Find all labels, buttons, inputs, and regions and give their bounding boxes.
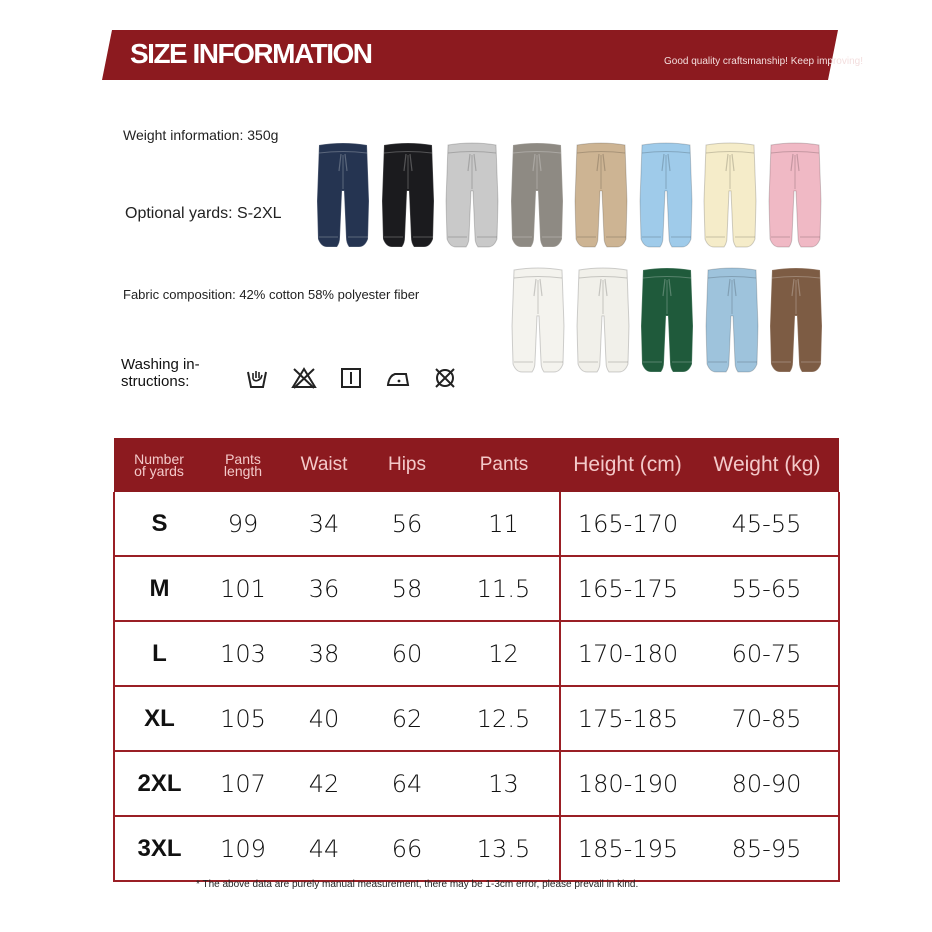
pants-swatch bbox=[511, 266, 565, 376]
header-pants-length bbox=[204, 438, 282, 492]
pants-swatch bbox=[574, 141, 628, 251]
table-cell: 165-175 bbox=[560, 556, 695, 621]
table-row bbox=[114, 556, 839, 621]
table-cell: 12 bbox=[448, 621, 560, 686]
table-cell: 38 bbox=[282, 621, 366, 686]
table-cell: 56 bbox=[366, 492, 448, 556]
no-dry-clean-icon bbox=[432, 366, 458, 390]
table-row bbox=[114, 686, 839, 751]
table-cell: 170-180 bbox=[560, 621, 695, 686]
washing-label-line1: Washing in- bbox=[121, 356, 200, 373]
yards-info: Optional yards: S-2XL bbox=[125, 205, 282, 222]
fabric-info: Fabric composition: 42% cotton 58% polyester fiber bbox=[123, 287, 420, 302]
table-cell: 60 bbox=[366, 621, 448, 686]
weight-info: Weight information: 350g bbox=[123, 127, 279, 143]
header-height: Height (cm) bbox=[560, 438, 695, 492]
table-cell: 44 bbox=[282, 816, 366, 881]
table-row bbox=[114, 492, 839, 556]
table-cell: 13 bbox=[448, 751, 560, 816]
iron-icon bbox=[385, 366, 411, 390]
table-cell: 58 bbox=[366, 556, 448, 621]
table-row bbox=[114, 621, 839, 686]
table-cell: 180-190 bbox=[560, 751, 695, 816]
table-cell: 101 bbox=[204, 556, 282, 621]
pants-swatch bbox=[705, 266, 759, 376]
size-label-cell: 3XL bbox=[114, 816, 204, 881]
table-cell: 34 bbox=[282, 492, 366, 556]
table-cell: 175-185 bbox=[560, 686, 695, 751]
table-row bbox=[114, 751, 839, 816]
washing-label-line2: structions: bbox=[121, 373, 190, 390]
size-label-cell: 2XL bbox=[114, 751, 204, 816]
table-header-row bbox=[114, 438, 839, 492]
no-bleach-icon bbox=[291, 366, 317, 390]
table-cell: 42 bbox=[282, 751, 366, 816]
page-title: SIZE INFORMATION bbox=[130, 38, 372, 69]
pants-swatch bbox=[703, 141, 757, 251]
header-label: Number of yards bbox=[134, 451, 184, 479]
header-waist: Waist bbox=[282, 438, 366, 492]
table-cell: 80-90 bbox=[695, 751, 839, 816]
table-cell: 85-95 bbox=[695, 816, 839, 881]
table-cell: 40 bbox=[282, 686, 366, 751]
pants-swatch bbox=[316, 141, 370, 251]
header-banner bbox=[102, 30, 863, 80]
table-cell: 165-170 bbox=[560, 492, 695, 556]
size-label-cell: XL bbox=[114, 686, 204, 751]
table-cell: 45-55 bbox=[695, 492, 839, 556]
size-label-cell: L bbox=[114, 621, 204, 686]
header-weight: Weight (kg) bbox=[695, 438, 839, 492]
table-cell: 103 bbox=[204, 621, 282, 686]
table-cell: 70-85 bbox=[695, 686, 839, 751]
size-label-cell: S bbox=[114, 492, 204, 556]
header-pants: Pants bbox=[448, 438, 560, 492]
pants-swatch bbox=[510, 141, 564, 251]
table-cell: 107 bbox=[204, 751, 282, 816]
pants-swatch bbox=[768, 141, 822, 251]
table-cell: 11 bbox=[448, 492, 560, 556]
size-label-cell: M bbox=[114, 556, 204, 621]
table-row bbox=[114, 816, 839, 881]
pants-swatch bbox=[640, 266, 694, 376]
pants-swatch bbox=[381, 141, 435, 251]
table-cell: 64 bbox=[366, 751, 448, 816]
pants-swatch bbox=[639, 141, 693, 251]
tumble-dry-icon bbox=[338, 366, 364, 390]
table-cell: 99 bbox=[204, 492, 282, 556]
pants-swatch bbox=[445, 141, 499, 251]
table-cell: 105 bbox=[204, 686, 282, 751]
pants-swatch bbox=[576, 266, 630, 376]
table-cell: 13.5 bbox=[448, 816, 560, 881]
table-cell: 11.5 bbox=[448, 556, 560, 621]
banner-tagline: Good quality craftsmanship! Keep improving! bbox=[664, 56, 863, 67]
footnote: * The above data are purely manual measurement, there may be 1-3cm error, please prevail in kind. bbox=[196, 879, 639, 890]
header-number-of-yards bbox=[114, 438, 204, 492]
header-label: Pants length bbox=[223, 451, 263, 479]
table-cell: 62 bbox=[366, 686, 448, 751]
table-cell: 66 bbox=[366, 816, 448, 881]
table-cell: 36 bbox=[282, 556, 366, 621]
header-hips: Hips bbox=[366, 438, 448, 492]
table-cell: 12.5 bbox=[448, 686, 560, 751]
pants-swatch bbox=[769, 266, 823, 376]
table-cell: 185-195 bbox=[560, 816, 695, 881]
washing-label bbox=[121, 356, 200, 390]
table-cell: 109 bbox=[204, 816, 282, 881]
hand-wash-icon bbox=[244, 366, 270, 390]
table-cell: 60-75 bbox=[695, 621, 839, 686]
size-table bbox=[113, 438, 840, 882]
table-cell: 55-65 bbox=[695, 556, 839, 621]
